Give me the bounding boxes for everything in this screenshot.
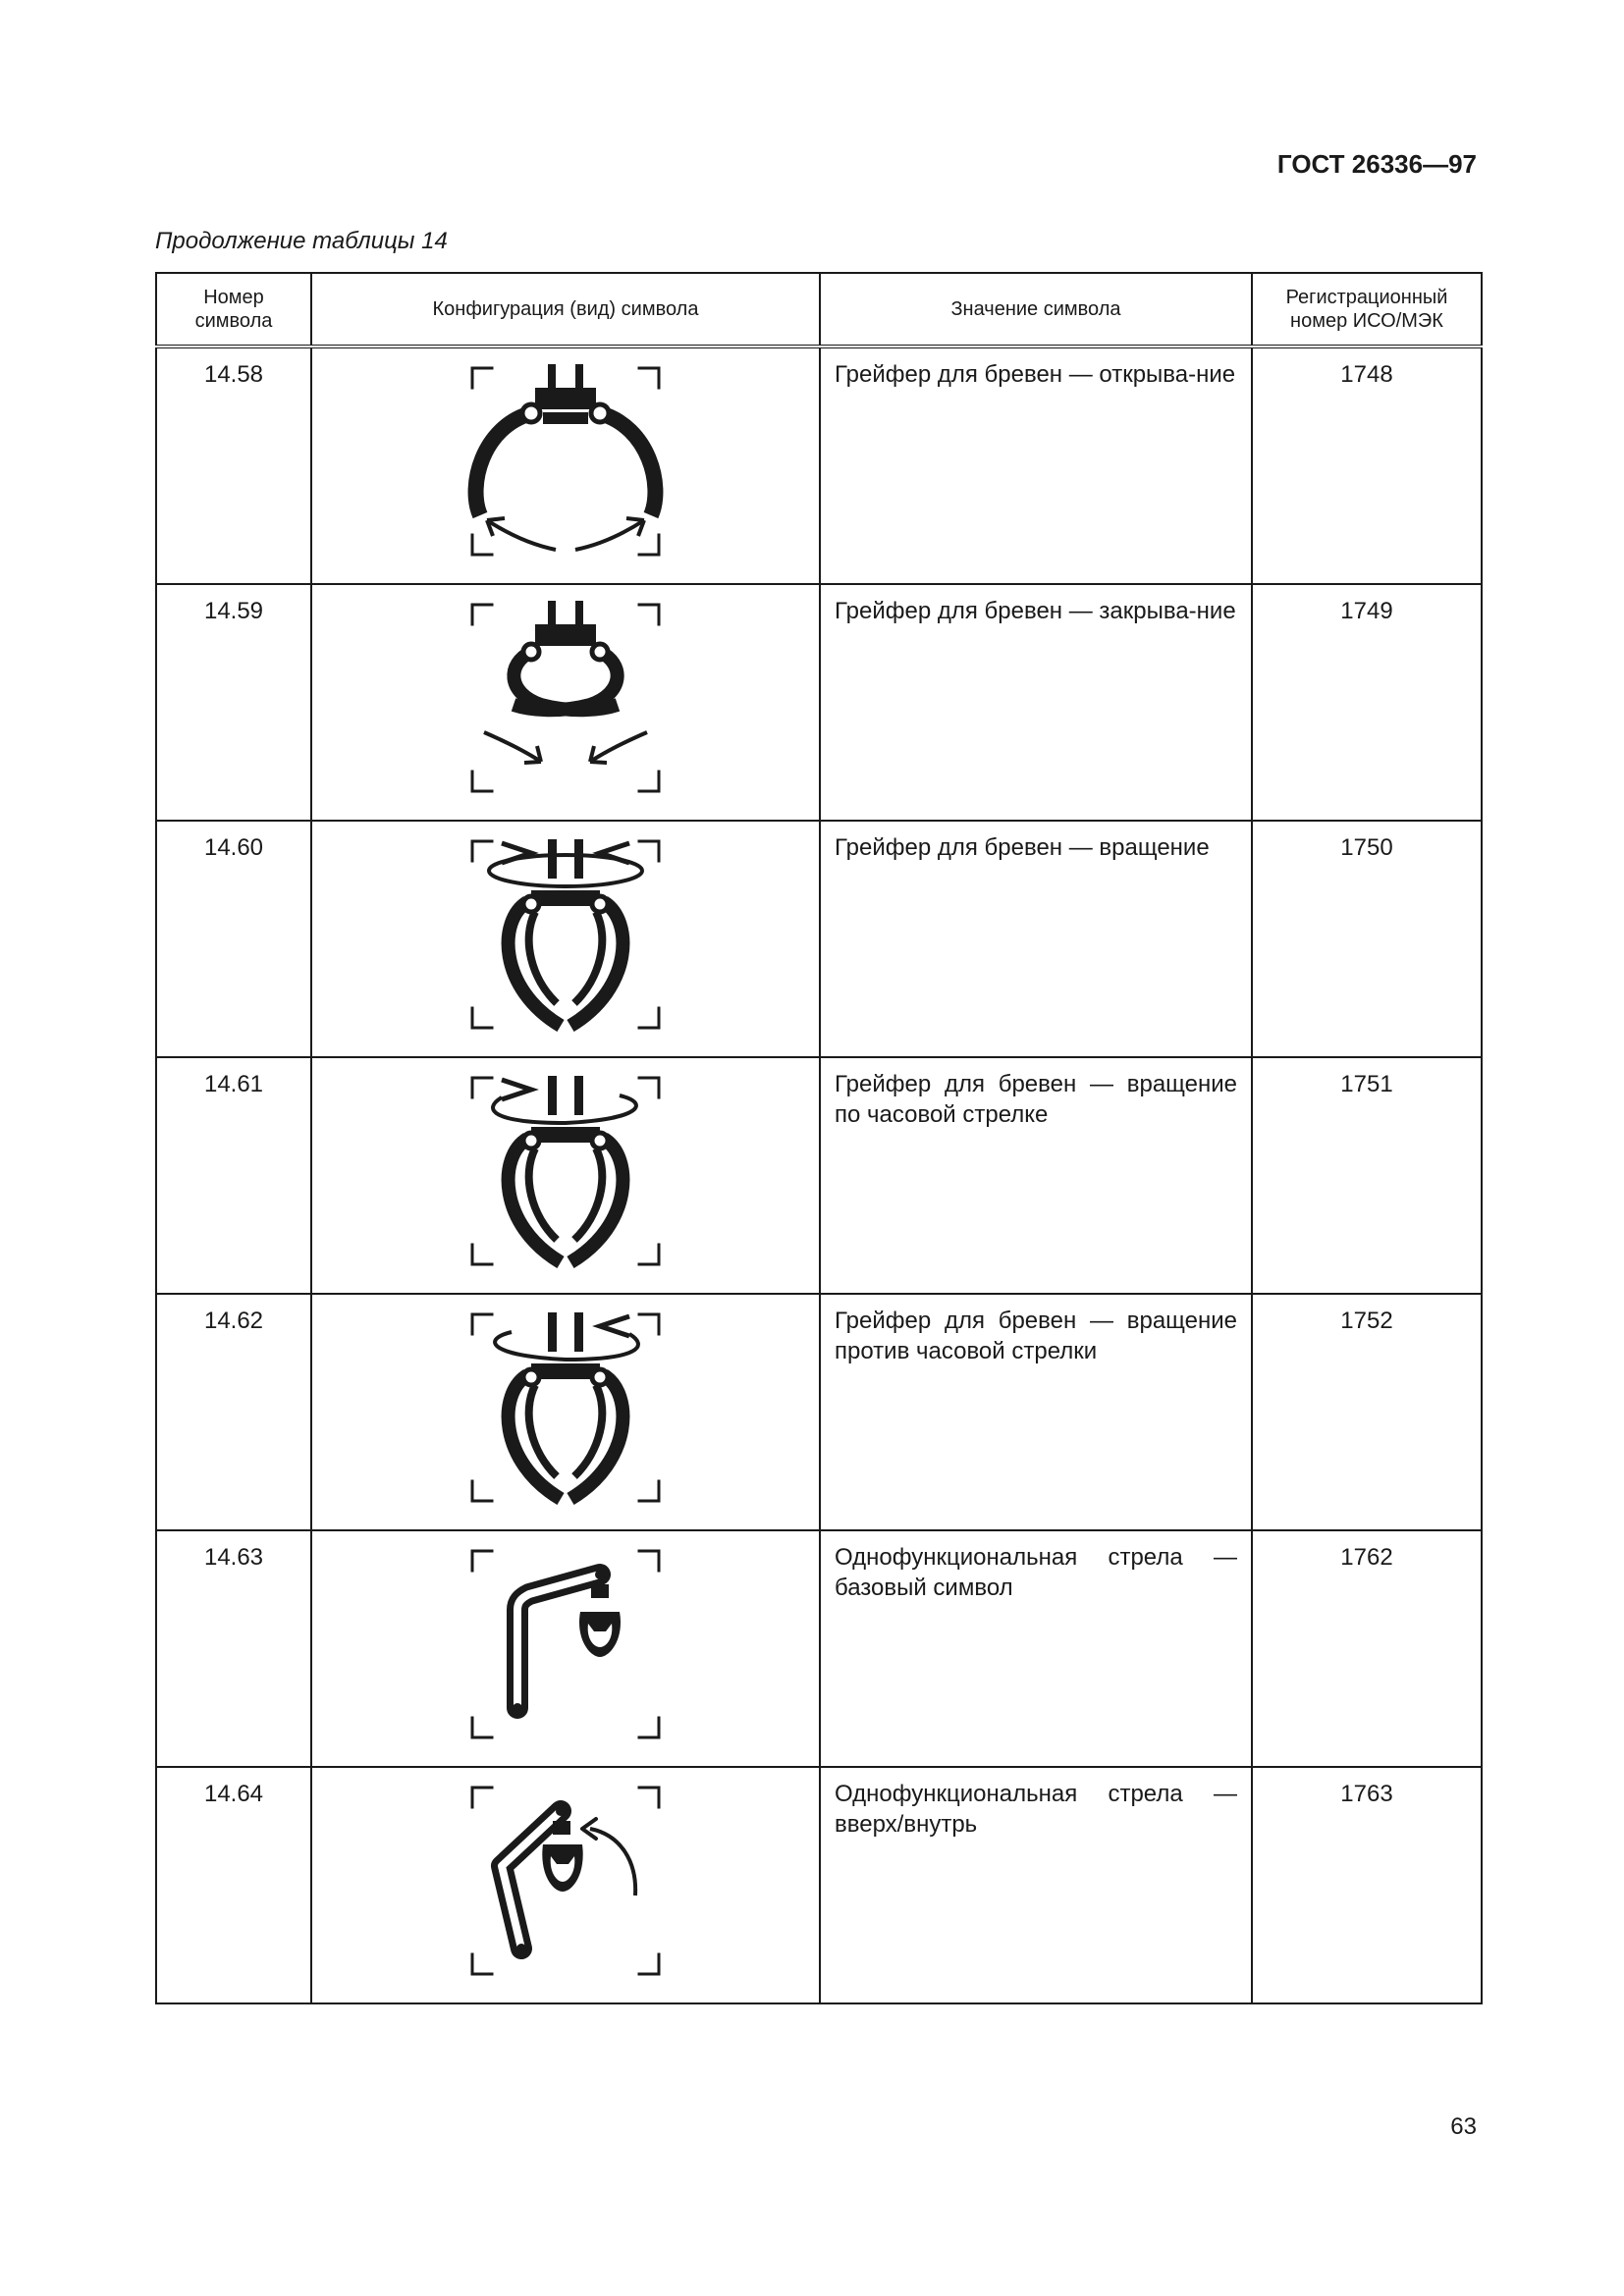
table-row <box>156 821 1482 1057</box>
symbol-number: 14.63 <box>156 1530 311 1767</box>
log-grapple-rotate-counterclockwise-icon <box>462 1305 669 1511</box>
col-header-number: Номер символа <box>156 273 311 347</box>
symbol-number: 14.62 <box>156 1294 311 1530</box>
col-header-meaning: Значение символа <box>820 273 1252 347</box>
symbol-number: 14.60 <box>156 821 311 1057</box>
table-row <box>156 1057 1482 1294</box>
registration-number: 1749 <box>1252 584 1482 821</box>
col-header-registration: Регистрационный номер ИСО/МЭК <box>1252 273 1482 347</box>
table-row <box>156 347 1482 584</box>
single-function-boom-up-in-icon <box>462 1778 669 1984</box>
registration-number: 1751 <box>1252 1057 1482 1294</box>
table-caption: Продолжение таблицы 14 <box>155 228 448 254</box>
symbol-meaning: Грейфер для бревен — вращение по часовой стрелке <box>820 1057 1252 1294</box>
table-header-row <box>156 273 1482 347</box>
log-grapple-rotate-clockwise-icon <box>462 1068 669 1274</box>
symbol-meaning: Однофункциональная стрела — базовый символ <box>820 1530 1252 1767</box>
symbol-meaning: Грейфер для бревен — открыва-ние <box>820 347 1252 584</box>
symbol-number: 14.61 <box>156 1057 311 1294</box>
symbol-meaning: Грейфер для бревен — закрыва-ние <box>820 584 1252 821</box>
document-code: ГОСТ 26336—97 <box>1276 149 1477 179</box>
symbol-number: 14.59 <box>156 584 311 821</box>
col-header-symbol: Конфигурация (вид) символа <box>311 273 820 347</box>
registration-number: 1763 <box>1252 1767 1482 2003</box>
table-row <box>156 1530 1482 1767</box>
registration-number: 1750 <box>1252 821 1482 1057</box>
registration-number: 1748 <box>1252 347 1482 584</box>
single-function-boom-icon <box>462 1541 669 1747</box>
symbols-table <box>155 272 1483 2004</box>
symbol-number: 14.64 <box>156 1767 311 2003</box>
registration-number: 1752 <box>1252 1294 1482 1530</box>
log-grapple-open-icon <box>462 358 669 564</box>
table-row <box>156 1294 1482 1530</box>
page-number: 63 <box>1450 2113 1477 2140</box>
log-grapple-close-icon <box>462 595 669 801</box>
registration-number: 1762 <box>1252 1530 1482 1767</box>
symbol-meaning: Грейфер для бревен — вращение против часовой стрелки <box>820 1294 1252 1530</box>
symbol-meaning: Грейфер для бревен — вращение <box>820 821 1252 1057</box>
symbol-meaning: Однофункциональная стрела — вверх/внутрь <box>820 1767 1252 2003</box>
symbol-number: 14.58 <box>156 347 311 584</box>
table-row <box>156 1767 1482 2003</box>
table-row <box>156 584 1482 821</box>
log-grapple-rotate-icon <box>462 831 669 1038</box>
